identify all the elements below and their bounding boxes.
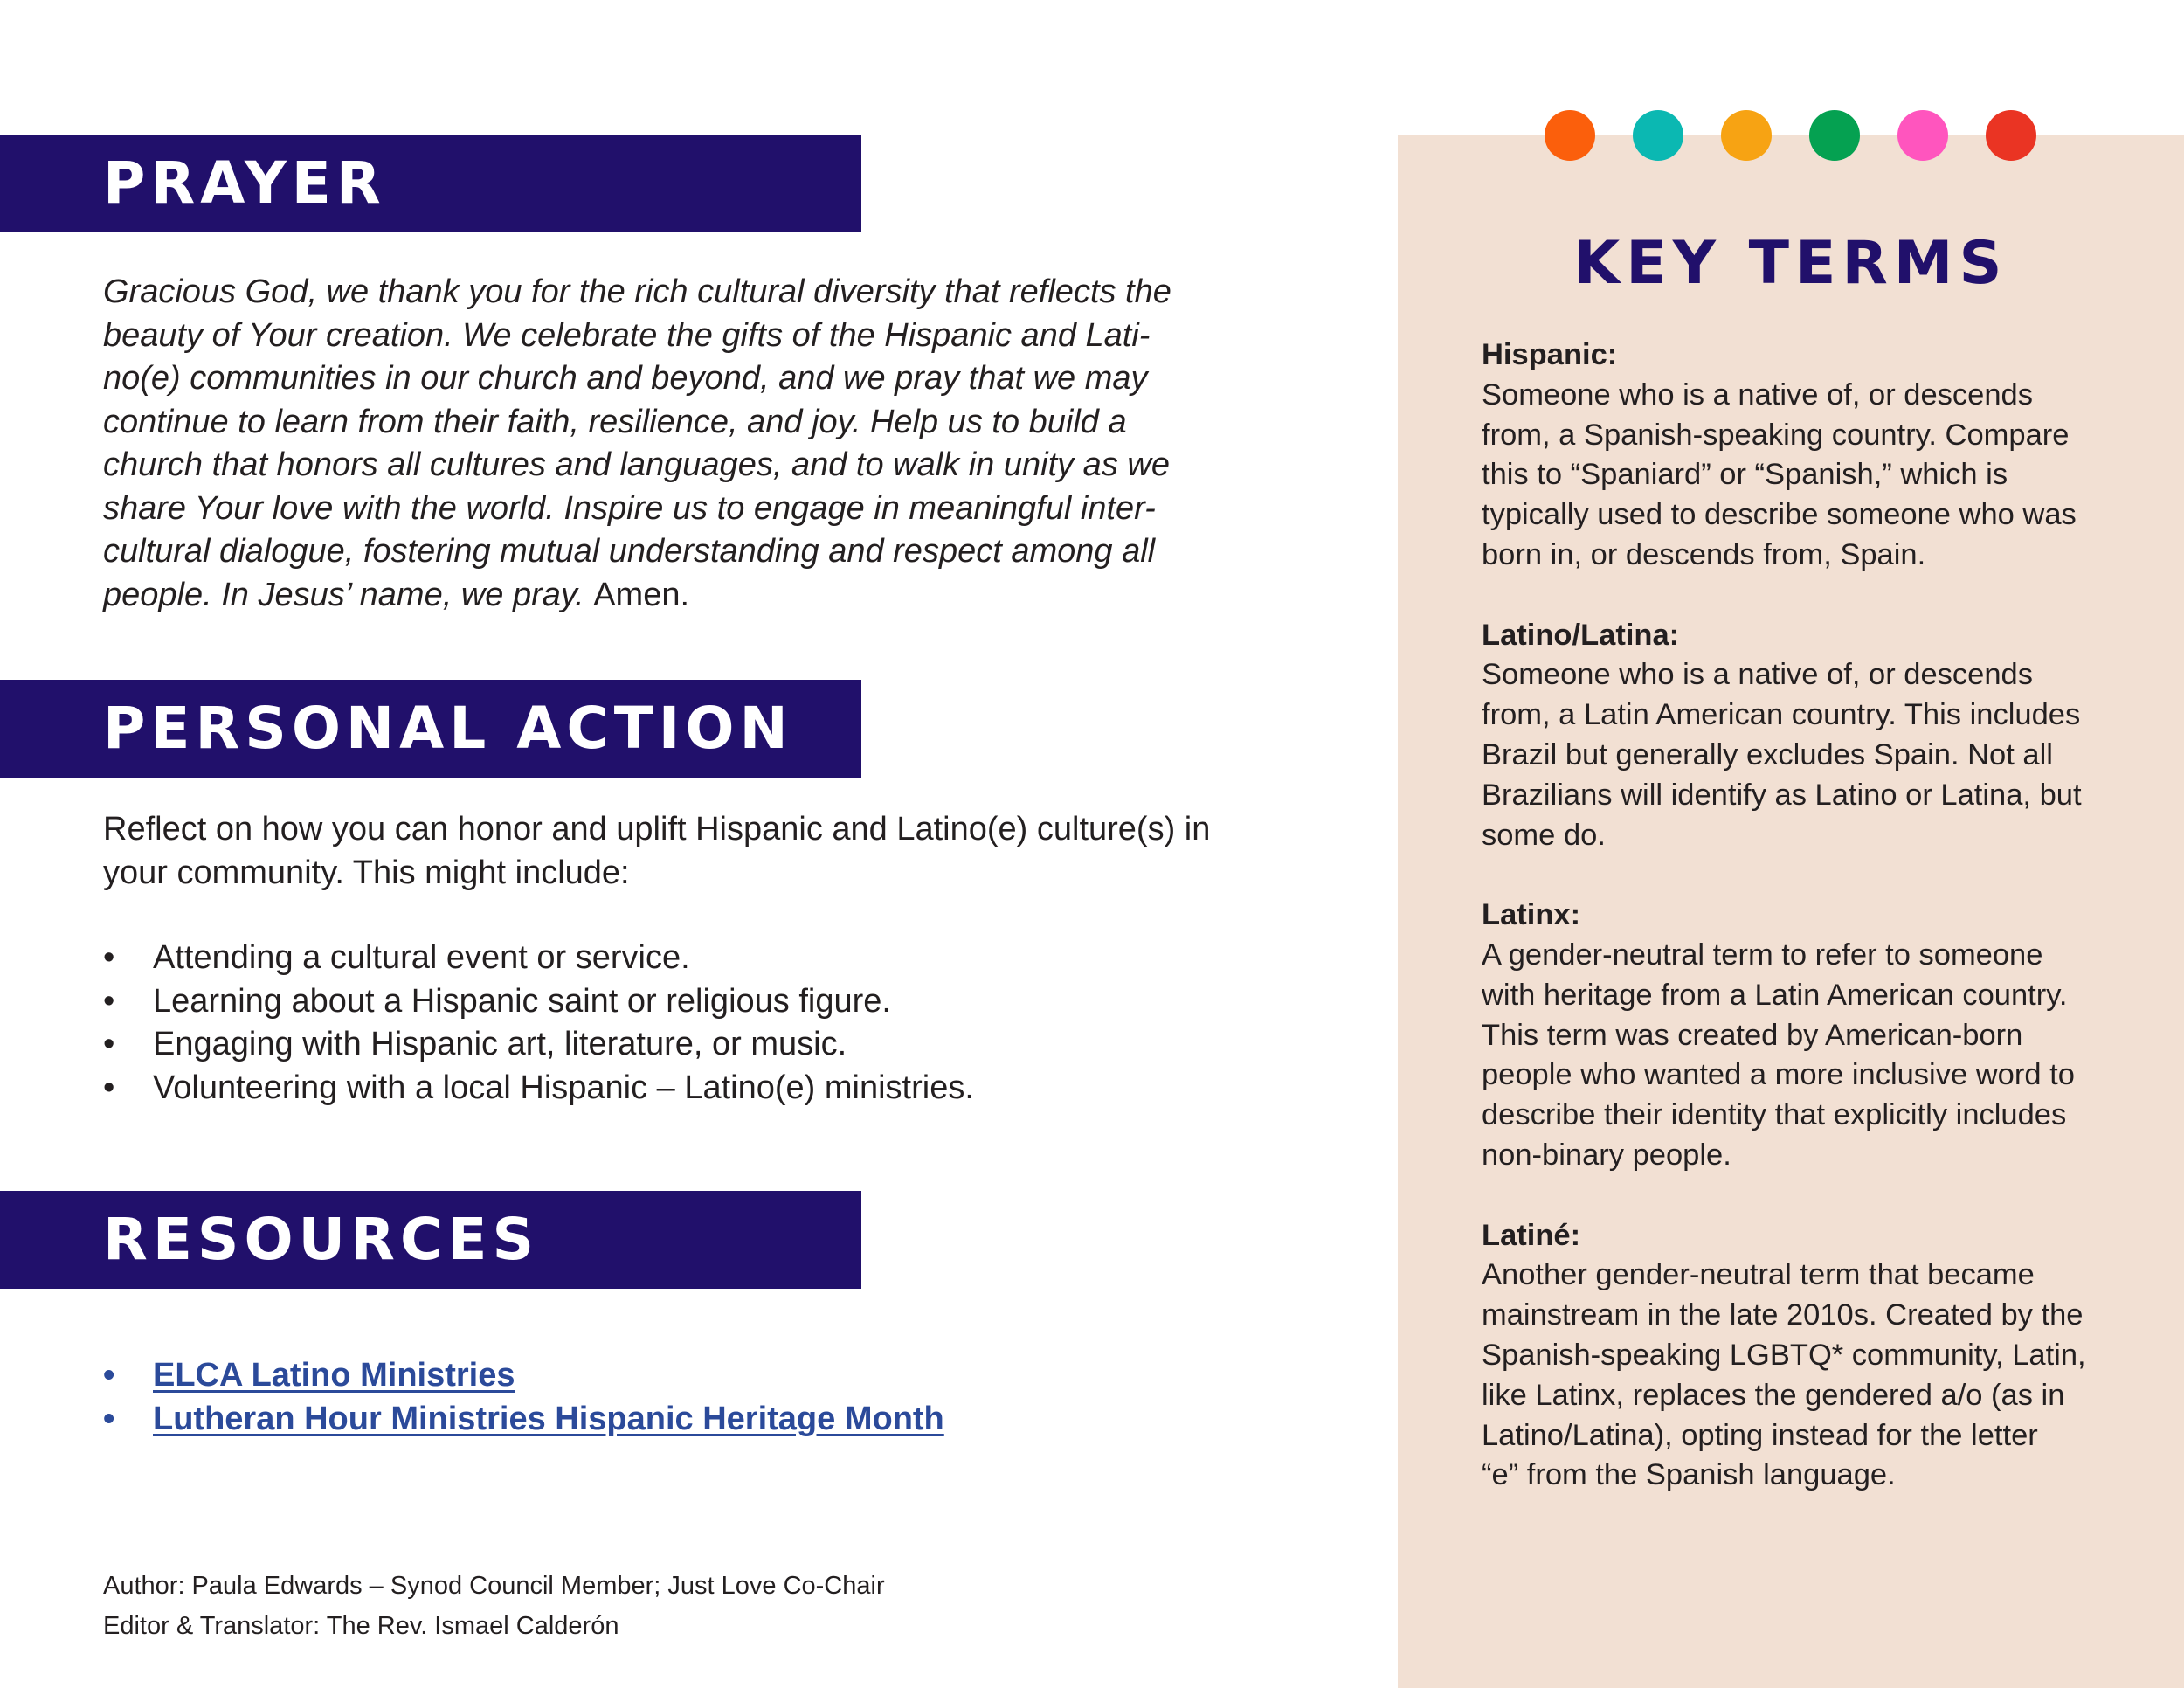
term-line: Someone who is a native of, or descends [1482, 658, 2033, 692]
term-line: with heritage from a Latin American country. [1482, 978, 2068, 1012]
elca-latino-ministries-link[interactable]: ELCA Latino Ministries [153, 1357, 515, 1394]
list-item-text: Attending a cultural event or service. [153, 939, 690, 976]
prayer-line: no(e) communities in our church and beyond, and we pray that we may [103, 360, 1148, 397]
term-latinx [1482, 896, 2146, 1176]
term-line: Someone who is a native of, or descends [1482, 377, 2033, 412]
bullet-icon: • [103, 1400, 115, 1437]
list-item [103, 980, 1291, 1024]
bullet-icon: • [103, 1069, 115, 1106]
personal-action-intro [103, 808, 1291, 895]
term-latino-latina [1482, 616, 2146, 856]
term-line: from, a Spanish-speaking country. Compare [1482, 418, 2070, 452]
term-line: Latino/Latina), opting instead for the letter [1482, 1418, 2038, 1452]
prayer-amen: Amen. [593, 576, 690, 613]
term-line: like Latinx, replaces the gendered a/o (as in [1482, 1378, 2065, 1412]
key-terms-heading: KEY TERMS [1573, 229, 2008, 298]
prayer-line: beauty of Your creation. We celebrate the gifts of the Hispanic and Lati- [103, 316, 1151, 354]
term-line: This term was created by American-born [1482, 1018, 2023, 1052]
term-name: Latiné: [1482, 1218, 1581, 1252]
prayer-line: Gracious God, we thank you for the rich cultural diversity that reflects the [103, 273, 1171, 310]
teal-dot-icon [1633, 110, 1683, 161]
term-line: non-binary people. [1482, 1138, 1731, 1172]
list-item-text: Learning about a Hispanic saint or religious figure. [153, 982, 891, 1020]
term-name: Latino/Latina: [1482, 618, 1680, 652]
author-credit: Author: Paula Edwards – Synod Council Member; Just Love Co-Chair [103, 1572, 885, 1600]
intro-line: your community. This might include: [103, 854, 630, 891]
term-line: people who wanted a more inclusive word to [1482, 1058, 2075, 1092]
green-dot-icon [1809, 110, 1860, 161]
prayer-line: people. In Jesus’ name, we pray. [103, 576, 584, 613]
red-dot-icon [1986, 110, 2036, 161]
bullet-icon: • [103, 1026, 115, 1062]
editor-credit: Editor & Translator: The Rev. Ismael Calderón [103, 1612, 619, 1640]
yellow-dot-icon [1721, 110, 1772, 161]
list-item [103, 1023, 1291, 1067]
list-item [103, 937, 1291, 980]
term-latine [1482, 1216, 2146, 1497]
resources-banner [0, 1191, 861, 1289]
prayer-line: church that honors all cultures and languages, and to walk in unity as we [103, 446, 1170, 483]
list-item-text: Engaging with Hispanic art, literature, or music. [153, 1026, 847, 1062]
term-line: mainstream in the late 2010s. Created by the [1482, 1298, 2084, 1332]
personal-action-list [103, 937, 1291, 1110]
prayer-text [103, 271, 1291, 617]
pink-dot-icon [1897, 110, 1948, 161]
list-item [103, 1067, 1291, 1110]
credits [103, 1566, 1151, 1646]
prayer-line: share Your love with the world. Inspire us to engage in meaningful inter- [103, 489, 1156, 527]
bullet-icon: • [103, 939, 115, 976]
personal-action-heading: PERSONAL ACTION [103, 695, 793, 762]
term-line: born in, or descends from, Spain. [1482, 537, 1926, 571]
term-line: Brazil but generally excludes Spain. Not all [1482, 737, 2053, 771]
term-line: some do. [1482, 818, 1606, 852]
term-line: Spanish-speaking LGBTQ* community, Latin, [1482, 1338, 2086, 1372]
bullet-icon: • [103, 1357, 115, 1394]
personal-action-banner [0, 680, 861, 778]
lutheran-hour-ministries-link[interactable]: Lutheran Hour Ministries Hispanic Heritage Month [153, 1400, 944, 1437]
term-line: from, a Latin American country. This includes [1482, 698, 2081, 732]
term-name: Hispanic: [1482, 338, 1618, 371]
prayer-banner [0, 135, 861, 232]
prayer-heading: PRAYER [103, 149, 386, 217]
list-item [103, 1354, 1291, 1398]
intro-line: Reflect on how you can honor and uplift Hispanic and Latino(e) culture(s) in [103, 811, 1211, 847]
term-line: Brazilians will identify as Latino or Latina, but [1482, 778, 2082, 812]
prayer-line: cultural dialogue, fostering mutual understanding and respect among all [103, 533, 1156, 570]
bullet-icon: • [103, 982, 115, 1020]
term-line: typically used to describe someone who was [1482, 498, 2077, 532]
term-line: this to “Spaniard” or “Spanish,” which is [1482, 458, 2008, 492]
term-line: Another gender-neutral term that became [1482, 1258, 2035, 1292]
term-line: describe their identity that explicitly includes [1482, 1098, 2067, 1132]
resources-heading: RESOURCES [103, 1206, 540, 1273]
prayer-line: continue to learn from their faith, resilience, and joy. Help us to build a [103, 403, 1127, 440]
resources-list [103, 1354, 1291, 1441]
list-item-text: Volunteering with a local Hispanic – Latino(e) ministries. [153, 1069, 974, 1106]
list-item [103, 1398, 1291, 1442]
term-hispanic [1482, 336, 2146, 576]
orange-dot-icon [1545, 110, 1595, 161]
term-line: “e” from the Spanish language. [1482, 1458, 1896, 1492]
term-line: A gender-neutral term to refer to someone [1482, 937, 2043, 972]
term-name: Latinx: [1482, 898, 1581, 932]
key-terms-list [1482, 336, 2146, 1536]
